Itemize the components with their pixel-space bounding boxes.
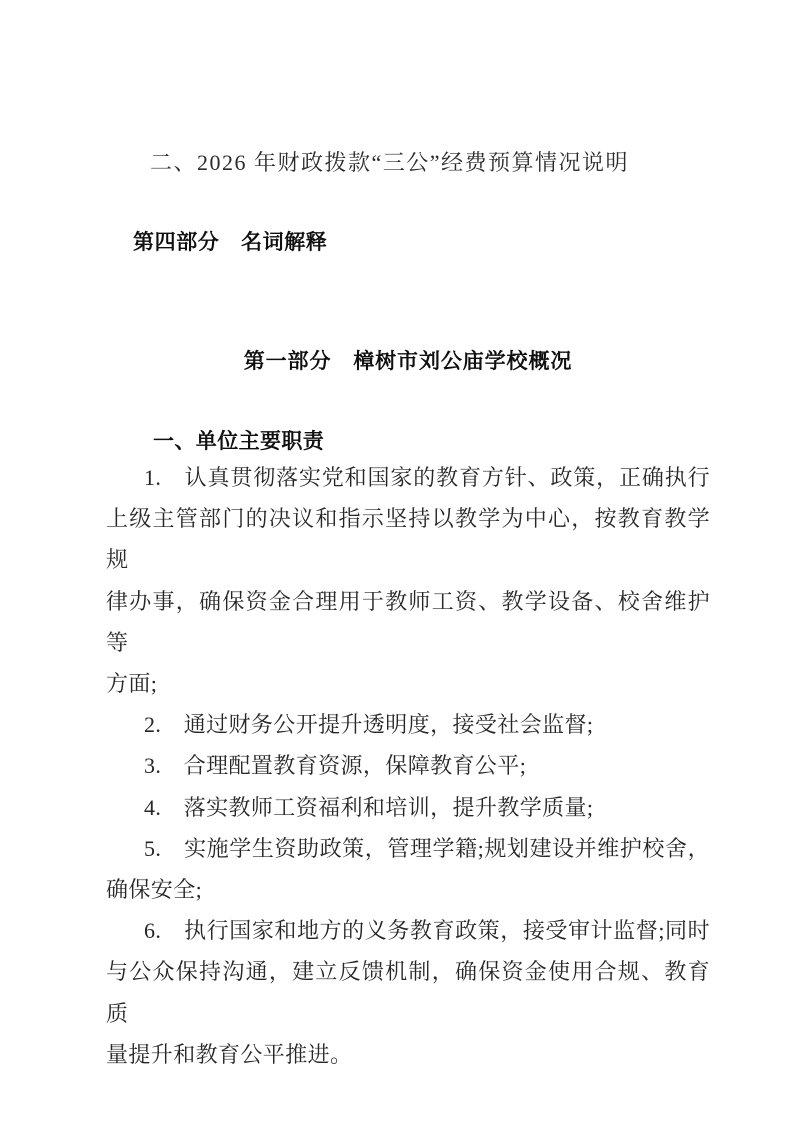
duty-1-line-3: 律办事，确保资金合理用于教师工资、教学设备、校舍维护等 bbox=[106, 588, 710, 655]
duty-3-line-1: 3. 合理配置教育资源，保障教育公平; bbox=[144, 753, 527, 779]
duty-1-line-4: 方面; bbox=[106, 671, 158, 697]
duty-1-line-2: 上级主管部门的决议和指示坚持以教学为中心，按教育教学规 bbox=[106, 506, 710, 573]
duty-1-line-1: 1. 认真贯彻落实党和国家的教育方针、政策，正确执行 bbox=[144, 465, 710, 490]
heading-part4-glossary: 第四部分 名词解释 bbox=[133, 231, 328, 254]
toc-item-three-public-funds: 二、2026 年财政拨款“三公”经费预算情况说明 bbox=[150, 150, 630, 175]
duty-6-line-2: 与公众保持沟通，建立反馈机制，确保资金使用合规、教育质 bbox=[106, 959, 710, 1026]
duties-text-block bbox=[106, 457, 710, 1075]
duty-2-line-1: 2. 通过财务公开提升透明度，接受社会监督; bbox=[144, 712, 594, 738]
heading-part1-school-overview: 第一部分 樟树市刘公庙学校概况 bbox=[243, 350, 573, 373]
duty-5-line-1: 5. 实施学生资助政策，管理学籍;规划建设并维护校舍， bbox=[144, 835, 710, 861]
duty-6-line-3: 量提升和教育公平推进。 bbox=[106, 1041, 353, 1067]
duty-6-line-1: 6. 执行国家和地方的义务教育政策，接受审计监督;同时 bbox=[144, 918, 710, 944]
duty-4-line-1: 4. 落实教师工资福利和培训，提升教学质量; bbox=[144, 794, 594, 820]
duty-5-line-2: 确保安全; bbox=[106, 877, 203, 903]
heading-section1-main-duties: 一、单位主要职责 bbox=[153, 430, 325, 453]
